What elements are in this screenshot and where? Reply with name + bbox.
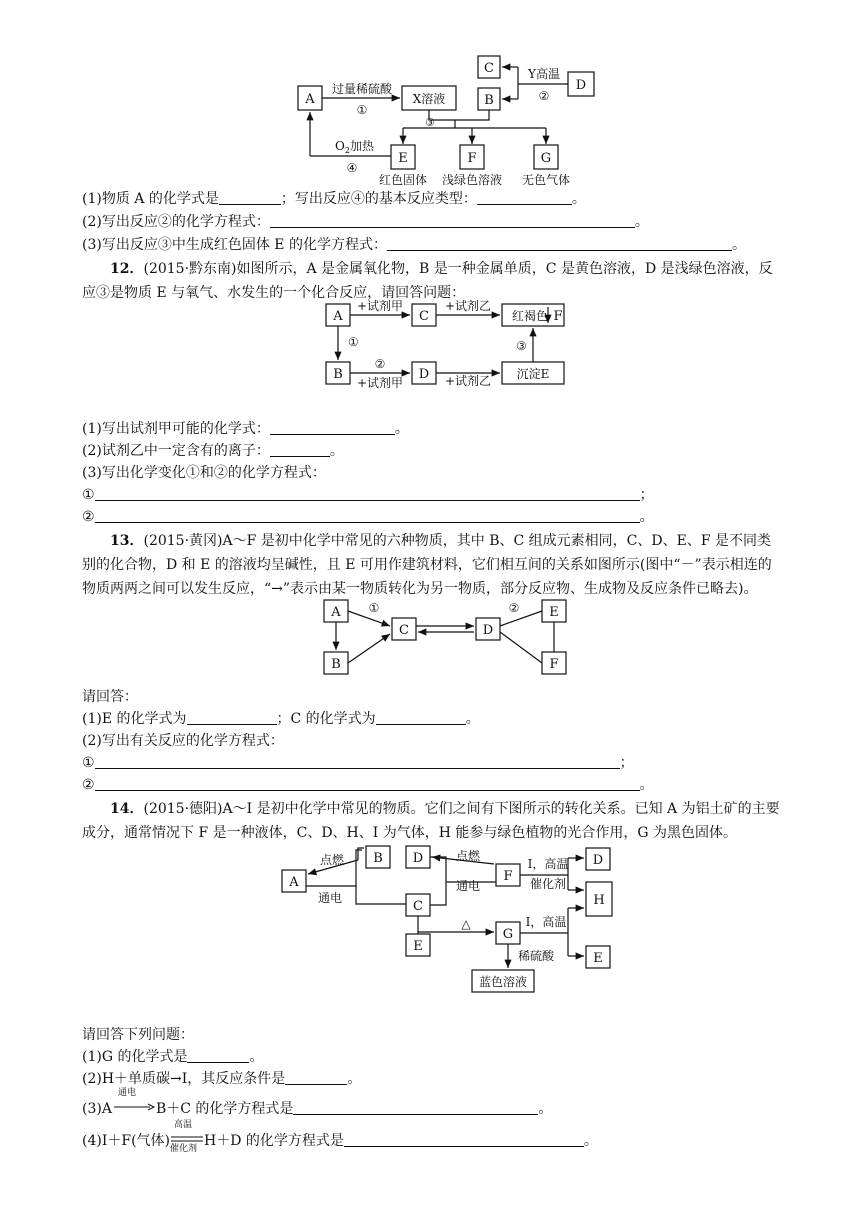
answer-blank[interactable] <box>270 213 635 228</box>
q13-text: ； <box>619 755 634 771</box>
node-b-label: B <box>373 851 383 866</box>
label-reagent-jia: +试剂甲 <box>356 299 404 313</box>
label-step-2: ② <box>538 89 550 103</box>
equals-sign-with-conditions <box>170 1120 204 1154</box>
node-g-label: G <box>502 927 514 942</box>
node-e-label: E <box>549 605 559 620</box>
question-number: 13． <box>110 533 144 549</box>
node-h-label: H <box>593 893 605 908</box>
node-b-label: B <box>331 657 341 672</box>
q12-text: ① <box>82 487 95 503</box>
q11-text: 。 <box>634 214 649 230</box>
label-reagent-yi: +试剂乙 <box>444 299 492 313</box>
q11-text: (2)写出反应②的化学方程式： <box>82 214 270 230</box>
label-step-1: ① <box>356 103 368 117</box>
q12-text: 。 <box>639 509 654 525</box>
q11-text: ；写出反应④的基本反应类型： <box>280 191 477 207</box>
node-blue-solution-label: 蓝色溶液 <box>478 975 528 989</box>
label-step-2: ② <box>374 357 386 371</box>
node-b-label: B <box>484 93 494 108</box>
answer-blank[interactable] <box>95 776 640 791</box>
q14-text: 。 <box>347 1071 362 1087</box>
arrow-condition-top: 高温 <box>174 1120 193 1130</box>
node-f-label: F <box>503 869 513 884</box>
q13-line-2 <box>82 732 284 750</box>
q12-text: (2015·黔东南)如图所示，A 是金属氧化物，B 是一种金属单质，C 是黄色溶液，D 是浅绿色溶液，反应③是物质 E 与氧气、水发生的一个化合反应，请回答问题： <box>82 261 773 301</box>
label-acid: 过量稀硫酸 <box>331 82 393 96</box>
node-d-label: D <box>592 853 604 868</box>
q13-line-3 <box>82 754 634 772</box>
q14-line-4 <box>82 1120 598 1154</box>
node-a-label: A <box>305 92 315 107</box>
q12-text: (2)试剂乙中一定含有的离子： <box>82 443 270 459</box>
q13-line-4 <box>82 776 654 794</box>
label-step-1: ① <box>368 601 380 615</box>
q12-text: 。 <box>394 421 409 437</box>
answer-blank[interactable] <box>293 1100 538 1115</box>
reaction-arrow <box>112 1088 156 1114</box>
node-a-label: A <box>333 309 343 324</box>
q14-text: H＋D 的化学方程式是 <box>204 1133 344 1149</box>
node-e-label: E <box>413 939 423 954</box>
q11-text: (3)写出反应③中生成红色固体 E 的化学方程式： <box>82 237 387 253</box>
q12-line-3 <box>82 464 326 482</box>
reaction-diagram-q14 <box>278 842 618 998</box>
label-high-temp: I，高温 <box>527 857 569 871</box>
label-electrolysis: 通电 <box>317 891 343 905</box>
q11-text: (1)物质 A 的化学式是 <box>82 191 219 207</box>
node-f-label-color: 红褐色 <box>512 309 549 323</box>
label-high-temp: I，高温 <box>525 915 567 929</box>
q13-text: (1)E 的化学式为 <box>82 711 187 727</box>
q14-text: 请回答下列问题： <box>82 1027 194 1043</box>
q13-text: 。 <box>465 711 480 727</box>
label-o2: $O_2$加热 <box>335 139 374 155</box>
q13-text: 。 <box>639 777 654 793</box>
node-c-label: C <box>413 899 423 914</box>
answer-blank[interactable] <box>270 442 330 457</box>
q11-line-3 <box>82 236 746 254</box>
q11-line-1 <box>82 190 586 208</box>
answer-blank[interactable] <box>95 508 640 523</box>
arrow-condition: 通电 <box>117 1088 136 1098</box>
node-f-label: F <box>467 151 477 166</box>
answer-blank[interactable] <box>187 710 277 725</box>
node-e-label: 沉淀E <box>516 367 550 381</box>
node-x-label: X溶液 <box>412 92 446 106</box>
node-d-label: D <box>575 78 587 93</box>
label-electrolysis: 通电 <box>455 879 481 893</box>
q14-line-2 <box>82 1070 361 1088</box>
label-heat: △ <box>461 917 471 931</box>
answer-blank[interactable] <box>285 1070 347 1085</box>
label-y-high-temp: Y高温 <box>528 67 560 81</box>
q13-line-1 <box>82 710 480 728</box>
q12-text: 。 <box>329 443 344 459</box>
label-step-3: ③ <box>516 339 527 353</box>
answer-blank[interactable] <box>387 236 732 251</box>
node-e-label: E <box>593 951 603 966</box>
node-a-label: A <box>331 605 341 620</box>
q13-text: ① <box>82 755 95 771</box>
q14-line-1 <box>82 1048 263 1066</box>
q14-text: (2)H＋单质碳→I，其反应条件是 <box>82 1071 286 1087</box>
q12-line-1 <box>82 420 409 438</box>
q14-ask <box>82 1026 194 1044</box>
label-step-1: ① <box>348 335 359 349</box>
q12-line-4 <box>82 486 654 504</box>
label-step-3: ③ <box>425 116 435 129</box>
answer-blank[interactable] <box>270 420 395 435</box>
question-number: 14． <box>110 801 144 817</box>
node-f-label: F <box>549 657 559 672</box>
answer-blank[interactable] <box>95 754 620 769</box>
label-catalyst: 催化剂 <box>529 877 567 891</box>
q14-text: 。 <box>249 1049 264 1065</box>
q13-ask <box>82 688 138 706</box>
answer-blank[interactable] <box>344 1132 584 1147</box>
q14-text: (1)G 的化学式是 <box>82 1049 188 1065</box>
node-c-label: C <box>399 623 409 638</box>
q14-text: 。 <box>538 1101 553 1117</box>
q14-text: B＋C 的化学方程式是 <box>155 1101 294 1117</box>
node-c-label: C <box>484 61 494 76</box>
label-ignite: 点燃 <box>319 853 345 867</box>
label-ignite: 点燃 <box>455 849 481 863</box>
caption-f: 浅绿色溶液 <box>441 173 503 187</box>
q14-stem <box>82 797 782 845</box>
q11-text: 。 <box>571 191 586 207</box>
reaction-diagram-q11 <box>280 48 610 188</box>
question-number: 12． <box>110 261 144 277</box>
reaction-diagram-q13 <box>318 596 578 680</box>
q14-line-3 <box>82 1088 553 1118</box>
q12-line-2 <box>82 442 344 460</box>
q12-text: (1)写出试剂甲可能的化学式： <box>82 421 270 437</box>
q14-text: (4)I＋F(气体) <box>82 1133 170 1149</box>
node-e-label: E <box>398 151 408 166</box>
q12-line-5 <box>82 508 654 526</box>
q14-text: (2015·德阳)A～I 是初中化学中常见的物质。它们之间有下图所示的转化关系。已知 A 为铝土矿的主要成分，通常情况下 F 是一种液体，C、D、H、I 为气体，H 能参与绿色植物的光合作用，G 为黑色固体。 <box>82 801 780 841</box>
label-step-4: ④ <box>346 161 358 175</box>
label-reagent-yi: +试剂乙 <box>444 374 492 388</box>
q11-line-2 <box>82 213 649 231</box>
q13-text: (2)写出有关反应的化学方程式： <box>82 733 284 749</box>
label-step-2: ② <box>508 601 520 615</box>
label-dilute-acid: 稀硫酸 <box>517 949 555 963</box>
answer-blank[interactable] <box>187 1048 249 1063</box>
node-b-label: B <box>333 367 343 382</box>
q13-text: (2015·黄冈)A～F 是初中化学中常见的六种物质，其中 B、C 组成元素相同，C、D、E、F 是不同类别的化合物，D 和 E 的溶液均呈碱性，且 E 可用作建筑材料，它们相互间的关系如图所示(图中“－”表示相连的物质两两之间可以发生反应，“→”表示由某一物质转化为另一物质，部分反应物、生成物及反应条件已略去)。 <box>82 533 772 597</box>
q13-text: ② <box>82 777 95 793</box>
label-reagent-jia: +试剂甲 <box>356 376 404 390</box>
q13-text: 请回答： <box>82 689 138 705</box>
answer-blank[interactable] <box>219 190 281 205</box>
q14-text: (3)A <box>82 1101 112 1117</box>
node-d-label: D <box>418 367 430 382</box>
q11-text: 。 <box>731 237 746 253</box>
q12-text: ② <box>82 509 95 525</box>
q13-text: ；C 的化学式为 <box>276 711 376 727</box>
q13-stem <box>82 529 782 601</box>
arrow-condition-bottom: 催化剂 <box>170 1144 198 1154</box>
node-g-label: G <box>540 151 552 166</box>
node-c-label: C <box>419 309 429 324</box>
caption-e: 红色固体 <box>378 173 428 187</box>
reaction-diagram-q12 <box>322 298 572 390</box>
q12-text: ； <box>639 487 654 503</box>
q12-text: (3)写出化学变化①和②的化学方程式： <box>82 465 326 481</box>
answer-blank[interactable] <box>477 190 572 205</box>
node-a-label: A <box>289 875 299 890</box>
node-d-label: D <box>482 623 494 638</box>
caption-g: 无色气体 <box>521 173 571 187</box>
answer-blank[interactable] <box>95 486 640 501</box>
q14-text: 。 <box>583 1133 598 1149</box>
answer-blank[interactable] <box>376 710 466 725</box>
node-f-label: F <box>553 309 563 324</box>
node-d-label: D <box>412 851 424 866</box>
